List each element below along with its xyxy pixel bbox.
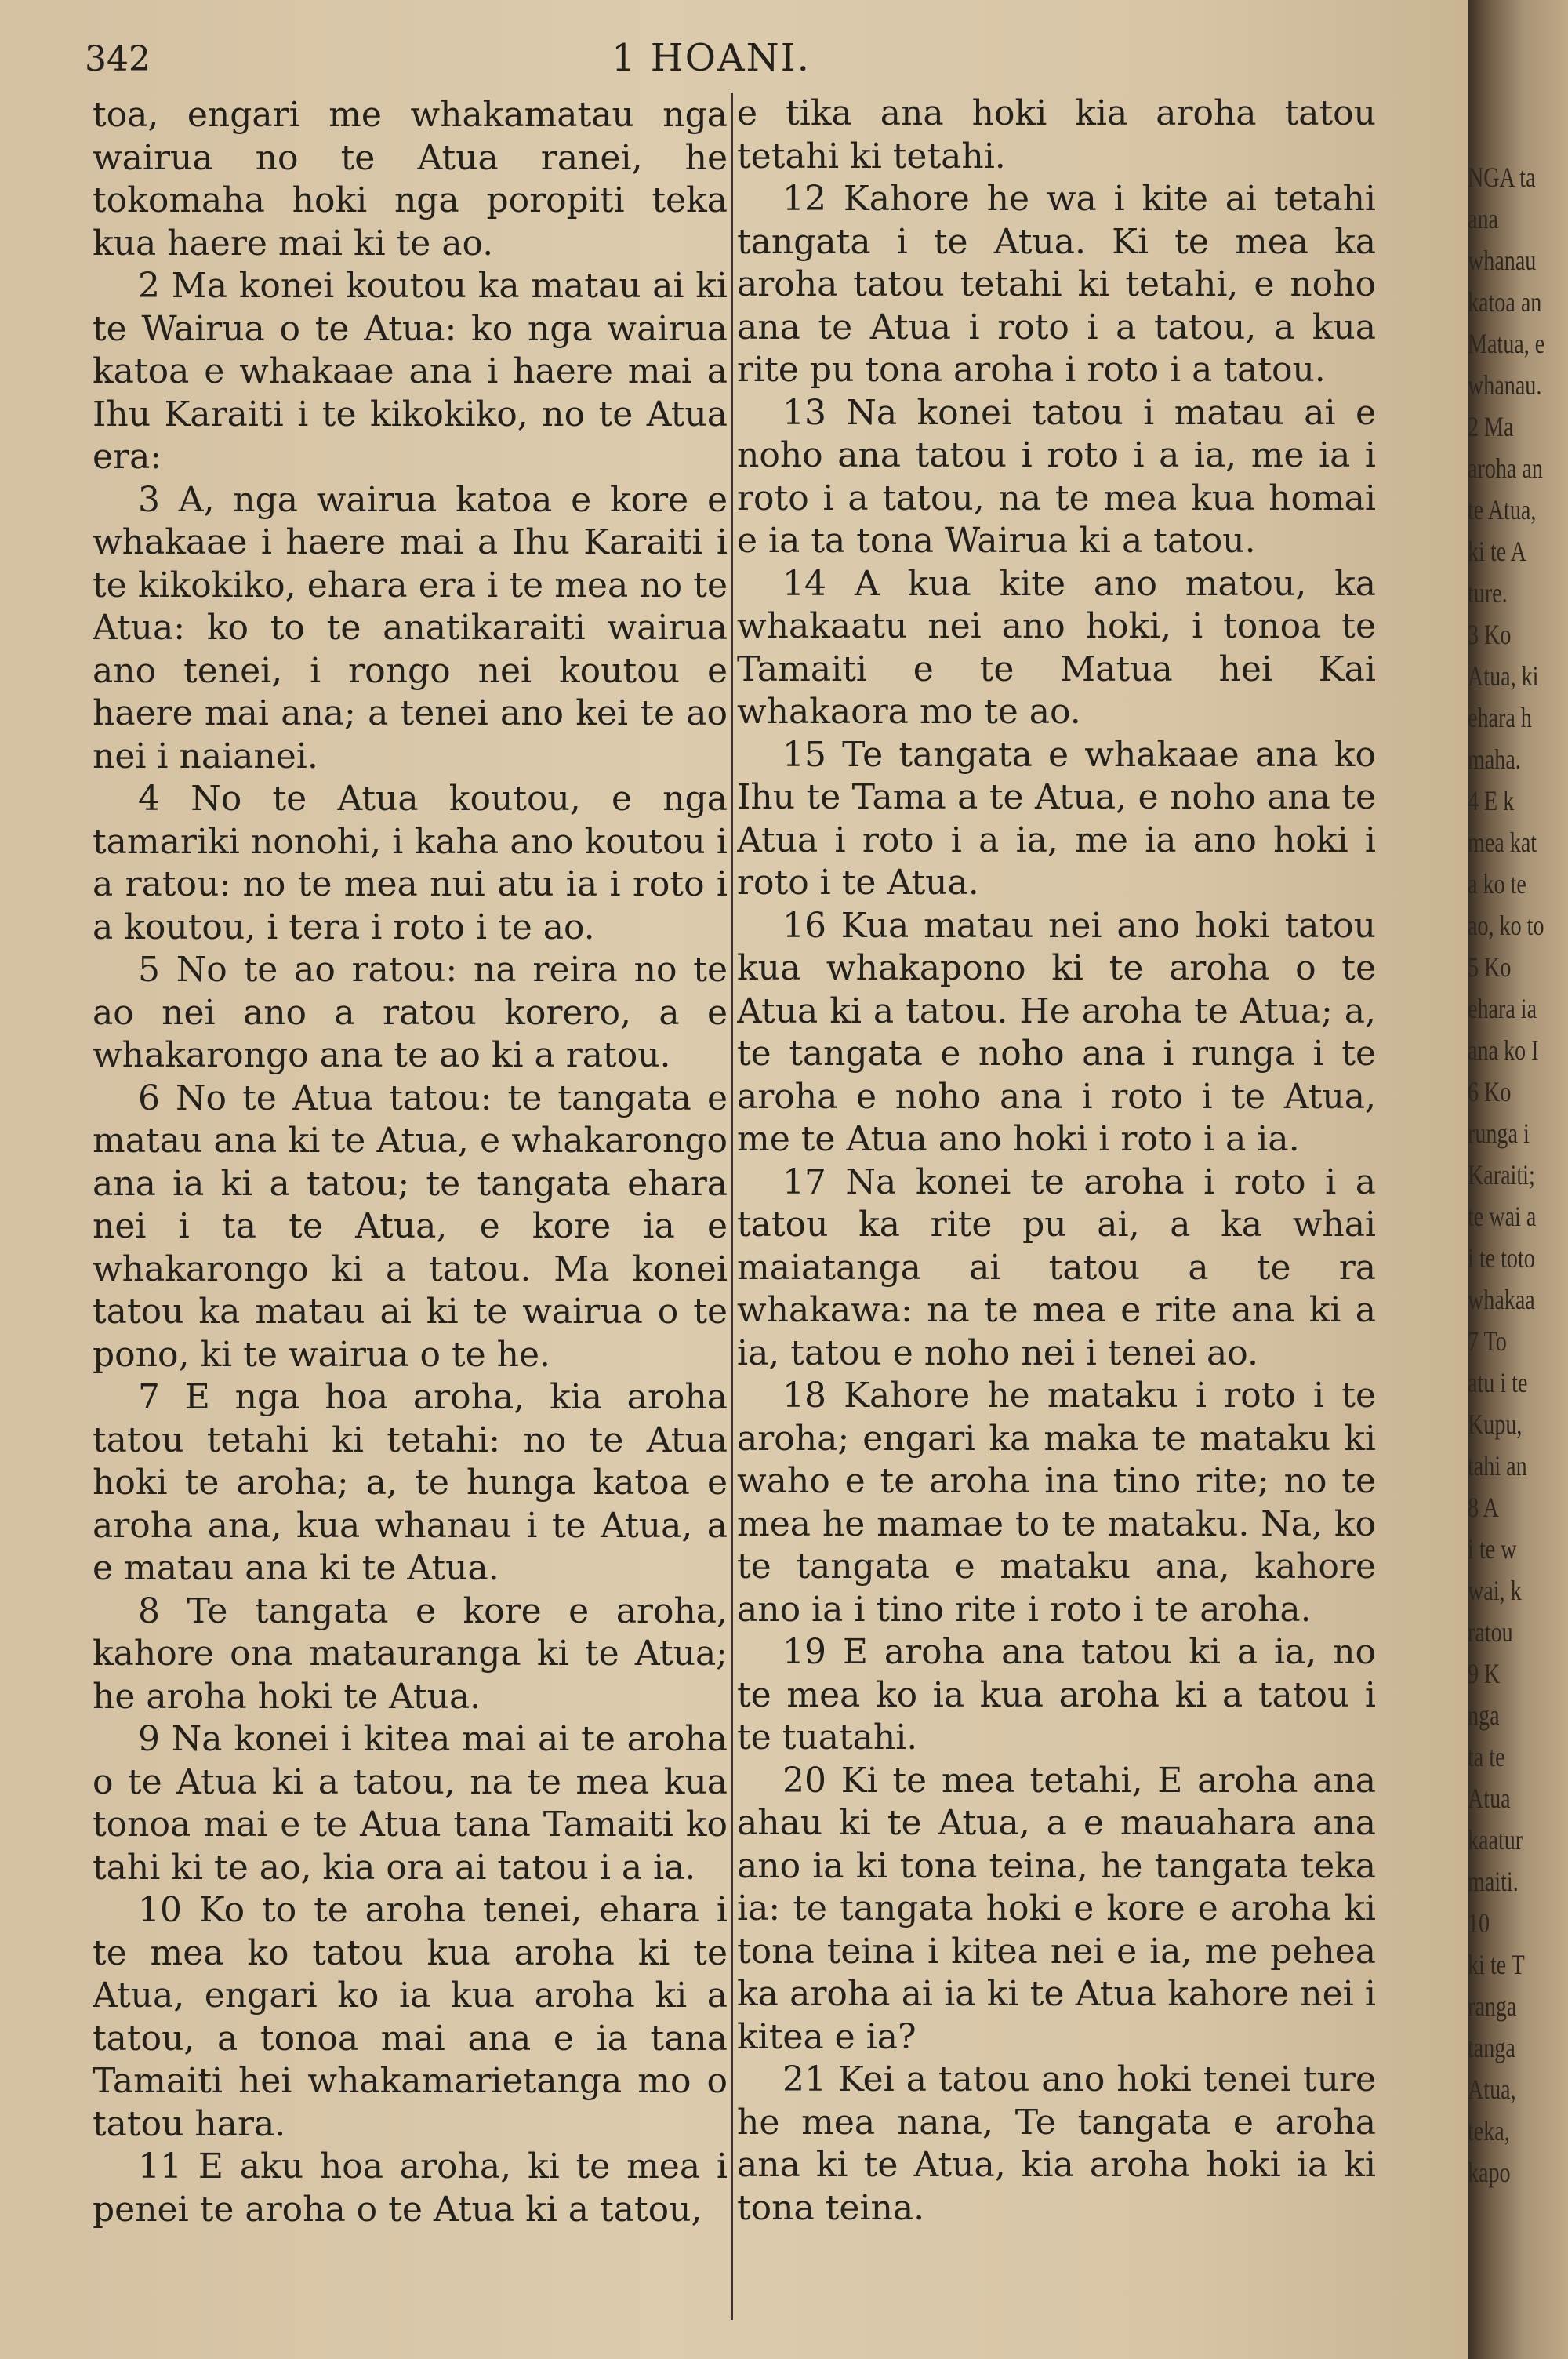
facing-page-fragment: ki te T bbox=[1468, 1949, 1525, 1980]
facing-page-fragment: wai, k bbox=[1468, 1575, 1522, 1606]
facing-page-fragment: maha. bbox=[1468, 743, 1521, 775]
column-rule bbox=[731, 93, 733, 2320]
verse-paragraph: 7 E nga hoa aroha, kia aroha tatou tetahi ki tetahi: no te Atua hoki te aroha; a, te hunga katoa e aroha ana, kua whanau i te Atua, a e matau ana ki te Atua. bbox=[93, 1377, 728, 1588]
facing-page-edge bbox=[1468, 0, 1568, 2359]
facing-page-fragment: atu i te bbox=[1468, 1367, 1528, 1398]
verse-paragraph: 15 Te tangata e whakaae ana ko Ihu te Tama a te Atua, e noho ana te Atua i roto i a ia, me ia ano hoki i roto i te Atua. bbox=[737, 734, 1376, 903]
verse-paragraph: 18 Kahore he mataku i roto i te aroha; engari ka maka te mataku ki waho e te aroha ina tino rite; no te mea he mamae to te mataku. Na, ko te tangata e mataku ana, kahore ano ia i tino rite i roto i te aroha. bbox=[737, 1376, 1376, 1630]
facing-page-fragment: 7 To bbox=[1468, 1325, 1507, 1357]
facing-page-fragment: a ko te bbox=[1468, 868, 1526, 900]
verse-paragraph: 14 A kua kite ano matou, ka whakaatu nei ano hoki, i tonoa te Tamaiti e te Matua hei Kai whakaora mo te ao. bbox=[737, 563, 1376, 732]
facing-page-fragment: 5 Ko bbox=[1468, 951, 1512, 983]
verse-paragraph: 20 Ki te mea tetahi, E aroha ana ahau ki te Atua, a e mauahara ana ano ia ki tona teina, he tangata teka ia: te tangata hoki e kore e aroha ki tona teina i kitea nei e ia, me pehea ka aroha ai ia ki te Atua kahore nei i kitea e ia? bbox=[737, 1760, 1376, 2057]
facing-page-fragment: 4 E k bbox=[1468, 785, 1515, 816]
verse-paragraph: 3 A, nga wairua katoa e kore e whakaae i haere mai a Ihu Karaiti i te kikokiko, ehara era i te mea no te Atua: ko to te anatikaraiti wairua ano tenei, i rongo nei koutou e haere mai ana; a tenei ano kei te ao nei i naianei. bbox=[93, 479, 728, 776]
page-number: 342 bbox=[85, 39, 151, 79]
continued-paragraph: toa, engari me whakamatau nga wairua no te Atua ranei, he tokomaha hoki nga poropiti teka kua haere mai ki te ao. bbox=[93, 95, 728, 264]
facing-page-fragments bbox=[1468, 157, 1544, 2194]
facing-page-fragment: NGA ta bbox=[1468, 162, 1536, 193]
facing-page-fragment: whanau bbox=[1468, 245, 1537, 276]
facing-page-fragment: 9 K bbox=[1468, 1658, 1501, 1689]
facing-page-fragment: ao, ko to bbox=[1468, 910, 1544, 941]
facing-page-fragment: Atua, ki bbox=[1468, 660, 1539, 692]
verse-paragraph: 6 No te Atua tatou: te tangata e matau ana ki te Atua, e whakarongo ana ia ki a tatou; te tangata ehara nei i ta te Atua, e kore ia e whakarongo ki a tatou. Ma konei tatou ka matau ai ki te wairua o te pono, ki te wairua o te he. bbox=[93, 1078, 728, 1375]
verse-paragraph: 17 Na konei te aroha i roto i a tatou ka rite pu ai, a ka whai maiatanga ai tatou a te ra whakawa: na te mea e rite ana ki a ia, tatou e noho nei i tenei ao. bbox=[737, 1161, 1376, 1373]
facing-page-fragment: teka, bbox=[1468, 2115, 1510, 2146]
verse-paragraph: 5 No te ao ratou: na reira no te ao nei ano a ratou korero, a e whakarongo ana te ao ki a ratou. bbox=[93, 950, 728, 1075]
facing-page-fragment: ta te bbox=[1468, 1741, 1505, 1772]
verse-paragraph: 9 Na konei i kitea mai ai te aroha o te Atua ki a tatou, na te mea kua tonoa mai e te Atua tana Tamaiti ko tahi ki te ao, kia ora ai tatou i a ia. bbox=[93, 1719, 728, 1888]
facing-page-fragment: 8 A bbox=[1468, 1492, 1499, 1523]
facing-page-fragment: katoa an bbox=[1468, 286, 1542, 318]
facing-page-fragment: 2 Ma bbox=[1468, 411, 1514, 442]
verse-paragraph: 21 Kei a tatou ano hoki tenei ture he mea nana, Te tangata e aroha ana ki te Atua, kia aroha hoki ia ki tona teina. bbox=[737, 2059, 1376, 2228]
facing-page-fragment: ture. bbox=[1468, 577, 1508, 609]
verse-paragraph: 2 Ma konei koutou ka matau ai ki te Wairua o te Atua: ko nga wairua katoa e whakaae ana i haere mai a Ihu Karaiti i te kikokiko, no te Atua era: bbox=[93, 266, 728, 477]
continued-paragraph: e tika ana hoki kia aroha tatou tetahi ki tetahi. bbox=[737, 93, 1376, 176]
verse-paragraph: 8 Te tangata e kore e aroha, kahore ona matauranga ki te Atua; he aroha hoki te Atua. bbox=[93, 1590, 728, 1717]
facing-page-fragment: tanga bbox=[1468, 2032, 1515, 2063]
verse-paragraph: 19 E aroha ana tatou ki a ia, no te mea ko ia kua aroha ki a tatou i te tuatahi. bbox=[737, 1632, 1376, 1757]
right-text-column bbox=[737, 93, 1376, 2335]
facing-page-fragment: whanau. bbox=[1468, 369, 1542, 401]
facing-page-fragment: maiti. bbox=[1468, 1866, 1519, 1897]
facing-page-fragment: Karaiti; bbox=[1468, 1159, 1535, 1190]
verse-paragraph: 12 Kahore he wa i kite ai tetahi tangata i te Atua. Ki te mea ka aroha tatou tetahi ki tetahi, e noho ana te Atua i roto i a tatou, a kua rite pu tona aroha i roto i a tatou. bbox=[737, 179, 1376, 390]
left-text-column bbox=[93, 94, 728, 2337]
facing-page-fragment: i te w bbox=[1468, 1533, 1517, 1565]
facing-page-fragment: ratou bbox=[1468, 1616, 1513, 1648]
facing-page-fragment: kaatur bbox=[1468, 1824, 1523, 1856]
facing-page-fragment: aroha an bbox=[1468, 453, 1543, 484]
facing-page-fragment: nga bbox=[1468, 1699, 1500, 1731]
verse-paragraph: 13 Na konei tatou i matau ai e noho ana tatou i roto i a ia, me ia i roto i a tatou, na te mea kua homai e ia ta tona Wairua ki a tatou. bbox=[737, 392, 1376, 561]
facing-page-fragment: 3 Ko bbox=[1468, 619, 1512, 650]
facing-page-fragment: whakaa bbox=[1468, 1284, 1535, 1315]
verse-paragraph: 11 E aku hoa aroha, ki te mea i penei te aroha o te Atua ki a tatou, bbox=[93, 2146, 728, 2230]
facing-page-fragment: kapo bbox=[1468, 2157, 1511, 2188]
facing-page-fragment: Atua bbox=[1468, 1783, 1511, 1814]
facing-page-fragment: Kupu, bbox=[1468, 1408, 1523, 1440]
facing-page-fragment: ana bbox=[1468, 203, 1498, 234]
facing-page-fragment: ehara h bbox=[1468, 702, 1532, 733]
facing-page-fragment: ehara ia bbox=[1468, 993, 1537, 1024]
page-header bbox=[0, 31, 1458, 86]
verse-paragraph: 16 Kua matau nei ano hoki tatou kua whakapono ki te aroha o te Atua ki a tatou. He aroha te Atua; a, te tangata e noho ana i runga i te aroha e noho ana i roto i te Atua, me te Atua ano hoki i roto i a ia. bbox=[737, 905, 1376, 1159]
facing-page-fragment: ki te A bbox=[1468, 536, 1526, 567]
facing-page-fragment: ranga bbox=[1468, 1990, 1517, 2022]
facing-page-fragment: te wai a bbox=[1468, 1201, 1537, 1232]
facing-page-fragment: mea kat bbox=[1468, 827, 1537, 858]
verse-paragraph: 4 No te Atua koutou, e nga tamariki nonohi, i kaha ano koutou i a ratou: no te mea nui atu ia i roto i a koutou, i tera i roto i te ao. bbox=[93, 779, 728, 947]
facing-page-fragment: i te toto bbox=[1468, 1242, 1535, 1274]
verse-paragraph: 10 Ko to te aroha tenei, ehara i te mea ko tatou kua aroha ki te Atua, engari ko ia kua aroha ki a tatou, a tonoa mai ana e ia tana Tamaiti hei whakamarietanga mo o tatou hara. bbox=[93, 1890, 728, 2144]
facing-page-fragment: te Atua, bbox=[1468, 494, 1537, 525]
facing-page-fragment: runga i bbox=[1468, 1118, 1530, 1149]
facing-page-fragment: Atua, bbox=[1468, 2074, 1516, 2105]
facing-page-fragment: 10 bbox=[1468, 1907, 1490, 1939]
facing-page-fragment: 6 Ko bbox=[1468, 1076, 1512, 1107]
running-title: 1 HOANI. bbox=[612, 36, 811, 80]
facing-page-fragment: Matua, e bbox=[1468, 328, 1545, 359]
facing-page-fragment: tahi an bbox=[1468, 1450, 1527, 1481]
facing-page-fragment: ana ko I bbox=[1468, 1034, 1539, 1066]
